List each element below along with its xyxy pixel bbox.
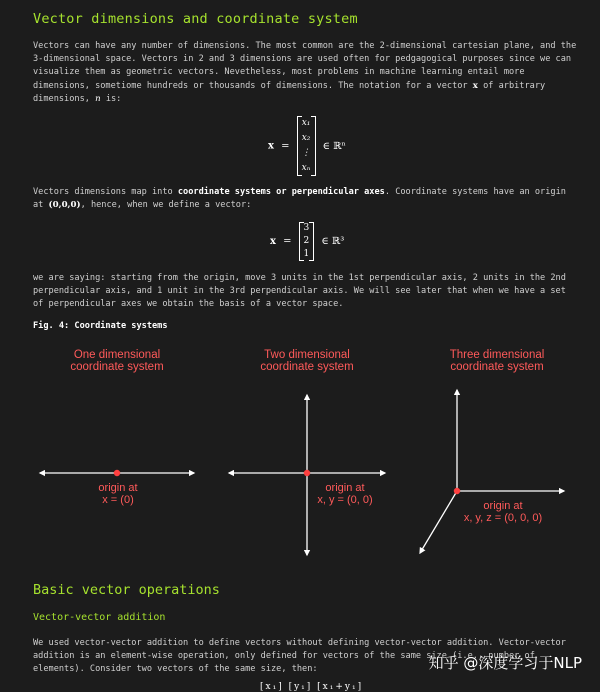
eq2-lhs: x	[270, 236, 276, 247]
eq2-entry: 1	[303, 249, 310, 259]
three-dim-origin-line2: x, y, z = (0, 0, 0)	[463, 512, 543, 524]
n-symbol: n	[95, 93, 101, 104]
section-title: Vector dimensions and coordinate system	[33, 11, 358, 27]
eq1-entry: ⋮	[301, 148, 311, 158]
eq1-equals: =	[281, 140, 290, 152]
one-dim-origin-dot	[114, 470, 120, 476]
equation-vector-n	[268, 116, 348, 176]
two-dim-title-line1: Two dimensional	[264, 349, 350, 361]
subsection-title: Vector-vector addition	[33, 612, 166, 623]
paragraph-explanation: we are saying: starting from the origin, move 3 units in the 1st perpendicular axis, 2 units in the 2nd perpendicular axis, and 1 unit in the 3rd perpendicular axis. We will see later that when we have a set of perpendicular axes we obtain the basis of a vector space.	[33, 273, 566, 310]
paragraph-coordinate-text-b: . Coordinate systems have an origin at	[33, 187, 566, 211]
section2-title: Basic vector operations	[33, 582, 220, 598]
paragraph-intro	[33, 40, 578, 106]
watermark: 知乎 @深度学习于NLP	[428, 654, 582, 672]
two-dim-origin-line2: x, y = (0, 0)	[317, 494, 373, 506]
two-dim-origin-line1: origin at	[325, 482, 365, 494]
coordinate-figure-svg	[0, 340, 600, 570]
one-dim-title-line1: One dimensional	[73, 349, 161, 361]
equation-vector-3	[270, 222, 346, 261]
coordinate-systems-bold: coordinate systems or perpendicular axes	[177, 187, 385, 197]
paragraph-coordinate	[33, 186, 578, 212]
two-dim-origin-label	[290, 482, 400, 506]
paragraph-addition: We used vector-vector addition to define vectors without defining vector-vector addition. Vector-vector addition is an element-wise operation, only defined for vectors of the same size (i.e., number of elements). Consider two vectors of the same size, then:	[33, 638, 566, 675]
eq1-matrix	[297, 116, 316, 176]
paragraph-intro-text-b: of arbitrary dimensions,	[33, 80, 546, 104]
paragraph-coordinate-text-a: Vectors dimensions map into	[33, 187, 178, 197]
three-dim-title-line2: coordinate system	[450, 361, 544, 373]
one-dim-origin-line2: x = (0)	[102, 494, 134, 506]
eq1-lhs: x	[268, 140, 274, 152]
two-dim-title	[237, 349, 377, 373]
eq1-entry: xₙ	[301, 163, 311, 173]
figure-caption: Fig. 4: Coordinate systems	[33, 321, 168, 331]
eq2-matrix	[299, 222, 315, 261]
paragraph-intro-text-a: Vectors can have any number of dimensions. The most common are the 2-dimensional cartesian plane, and the 3-dimensional space. Vectors in 2 and 3 dimensions are used often for pedgagogical purposes since we can visualize them as geometric vectors. Nevetheless, most problems in machine learning entail more dimensions, sometiome hundreds or thousands of dimensions. The notation for a vector	[33, 41, 577, 91]
eq1-entry: x₂	[301, 133, 311, 143]
eq2-entry: 2	[303, 236, 310, 246]
paragraph-coordinate-text-c: , hence, when we define a vector:	[80, 200, 252, 211]
one-dim-title	[47, 349, 187, 373]
origin-tuple: (0,0,0)	[48, 200, 81, 211]
one-dim-origin-line1: origin at	[98, 482, 138, 494]
eq1-membership: ∈ ℝⁿ	[322, 140, 346, 152]
eq2-membership: ∈ ℝ³	[321, 236, 345, 247]
eq2-entry: 3	[303, 223, 310, 233]
two-dim-title-line2: coordinate system	[260, 361, 354, 373]
two-dim-origin-dot	[304, 470, 310, 476]
eq2-equals: =	[283, 236, 292, 247]
three-dim-origin-line1: origin at	[483, 500, 523, 512]
three-dim-title-line1: Three dimensional	[449, 349, 545, 361]
vector-x-symbol: x	[472, 80, 478, 91]
three-dim-title	[427, 349, 567, 373]
paragraph-intro-text-c: is:	[100, 93, 122, 104]
one-dim-origin-label	[68, 482, 168, 506]
three-dim-origin-label	[448, 500, 558, 524]
eq1-entry: x₁	[301, 118, 311, 128]
one-dim-title-line2: coordinate system	[70, 361, 164, 373]
bottom-math-fragment: [x₁] [y₁] [x₁+y₁]	[260, 682, 364, 692]
three-dim-origin-dot	[454, 488, 460, 494]
